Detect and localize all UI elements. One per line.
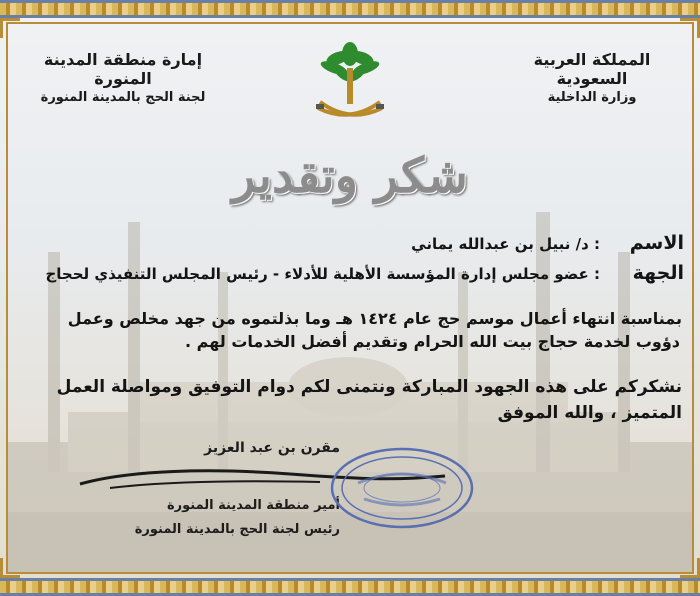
name-label: الاسم	[629, 232, 684, 254]
header-left	[28, 50, 218, 105]
palm-swords-emblem-icon	[312, 38, 388, 130]
corner-ornament	[0, 18, 20, 38]
name-row	[0, 232, 700, 258]
corner-ornament	[680, 18, 700, 38]
body-line: بمناسبة انتهاء أعمال موسم حج عام ١٤٢٤ هـ وما بذلتموه من جهد مخلص وعمل	[67, 309, 682, 328]
signatory-title-1: أمير منطقة المدينة المنورة	[166, 498, 340, 513]
corner-ornament	[680, 558, 700, 578]
entity-label: الجهة	[632, 262, 684, 284]
committee-name: لجنة الحج بالمدينة المنورة	[40, 90, 206, 105]
certificate-title: شكر وتقدير	[232, 148, 468, 204]
signatory-title-2: رئيس لجنة الحج بالمدينة المنورة	[134, 522, 340, 537]
signatory-name: مقرن بن عبد العزيز	[204, 440, 340, 456]
kingdom-name: المملكة العربية السعودية	[533, 50, 651, 88]
bottom-border	[0, 578, 700, 596]
entity-value: : عضو مجلس إدارة المؤسسة الأهلية للأدلاء - رئيس المجلس التنفيذي لحجاج	[45, 265, 600, 283]
emirate-name: إمارة منطقة المدينة المنورة	[43, 50, 203, 88]
header-right	[512, 50, 672, 105]
corner-ornament	[0, 558, 20, 578]
body-line: نشكركم على هذه الجهود المباركة ونتمنى لكم دوام التوفيق ومواصلة العمل	[56, 377, 682, 397]
ministry-name: وزارة الداخلية	[547, 90, 637, 105]
entity-row	[0, 262, 700, 288]
body-line: دؤوب لخدمة حجاج بيت الله الحرام وتقديم أفضل الخدمات لهم .	[185, 332, 680, 351]
body-line: المتميز ، والله الموفق	[497, 403, 682, 423]
top-border	[0, 0, 700, 18]
body-paragraph-1	[18, 307, 682, 353]
name-value: : د/ نبيل بن عبدالله يماني	[411, 235, 600, 253]
official-stamp-icon	[328, 445, 476, 531]
body-paragraph-2	[18, 374, 682, 426]
